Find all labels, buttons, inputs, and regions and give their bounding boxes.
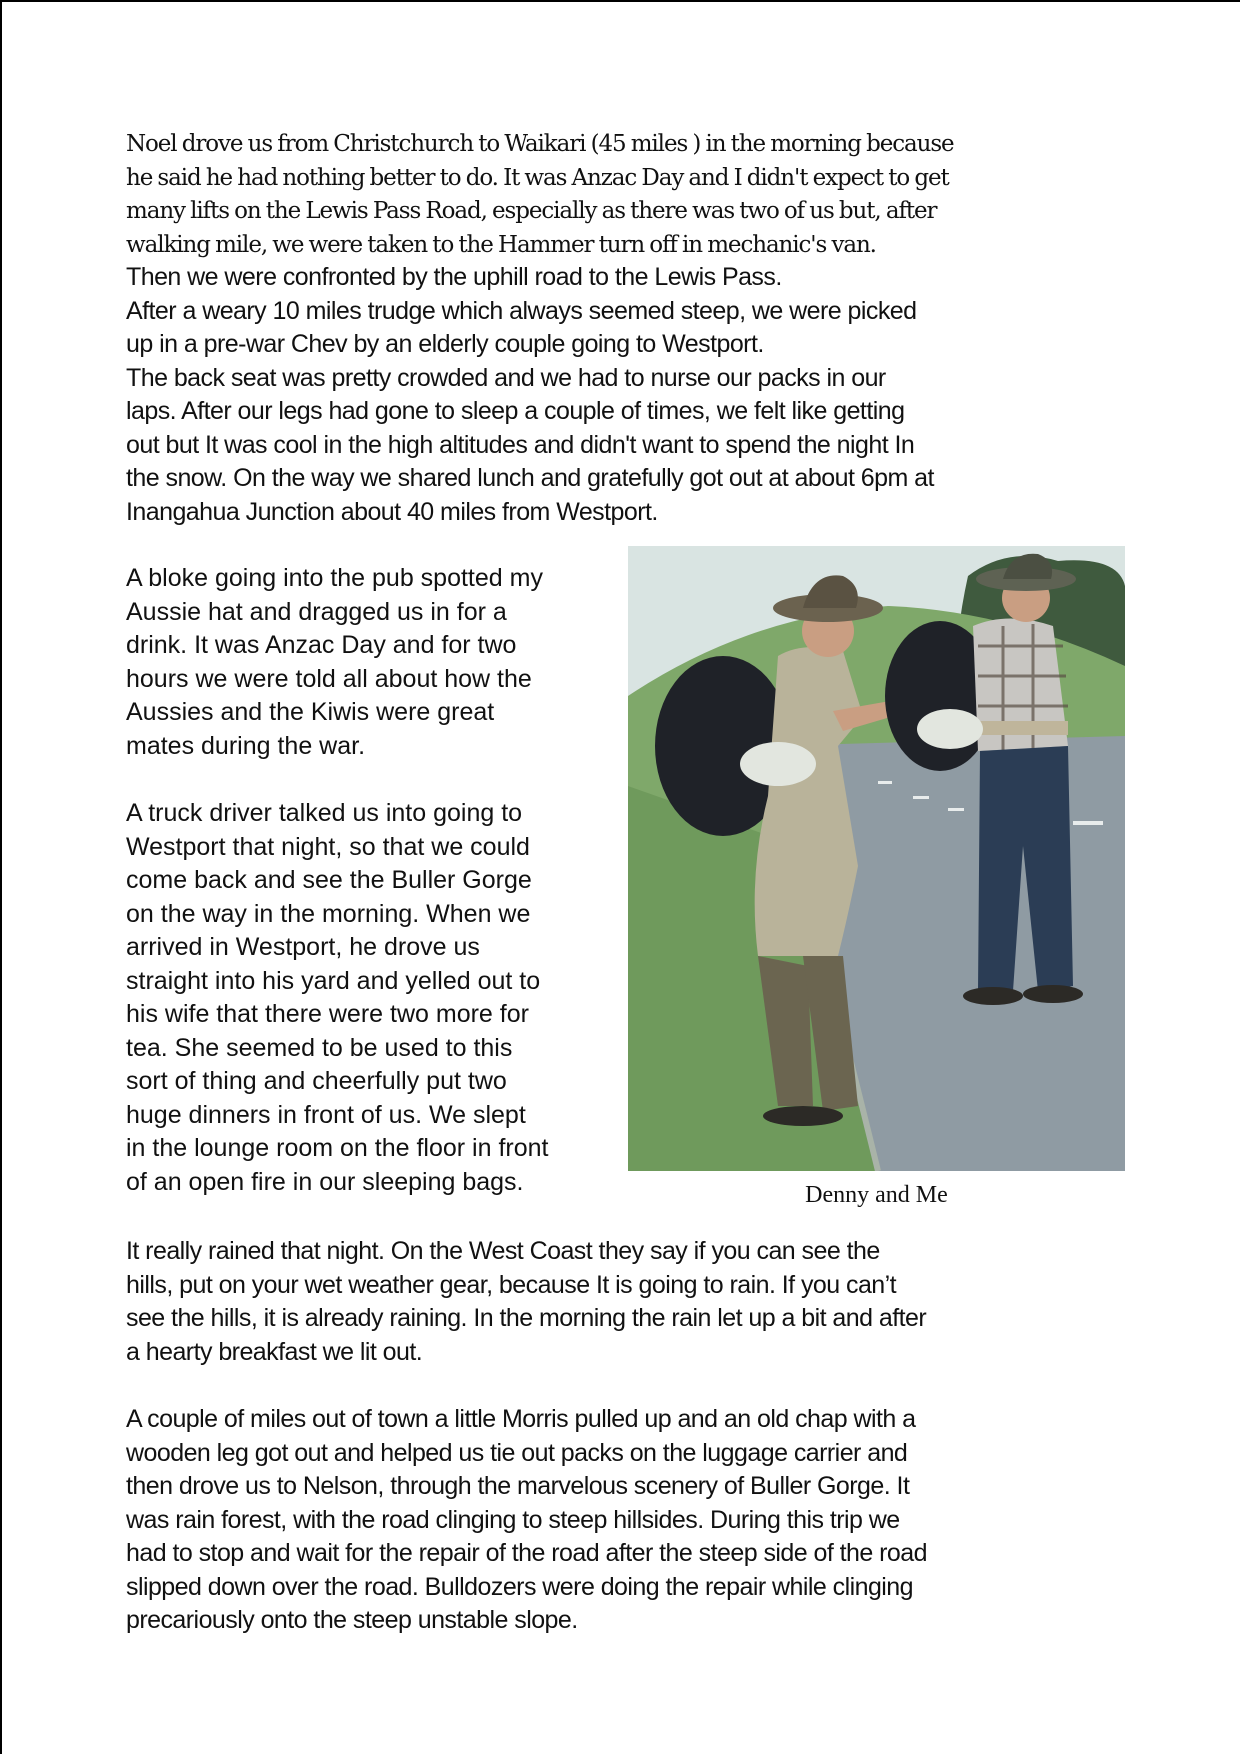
text-line: wooden leg got out and helped us tie out packs on the luggage carrier and (126, 1438, 908, 1467)
text-line: of an open fire in our sleeping bags. (126, 1167, 524, 1196)
text-line: hills, put on your wet weather gear, because It is going to rain. If you can’t (126, 1270, 897, 1299)
text-line: sort of thing and cheerfully put two (126, 1067, 507, 1095)
text-line: huge dinners in front of us. We slept (126, 1100, 526, 1129)
text-line: see the hills, it is already raining. In the morning the rain let up a bit and after (126, 1304, 927, 1332)
text-line: up in a pre-war Chev by an elderly couple going to Westport. (126, 330, 764, 358)
paragraph-rain (126, 1235, 1126, 1369)
text-line: It really rained that night. On the West Coast they say if you can see the (126, 1237, 880, 1265)
text-line: on the way in the morning. When we (126, 899, 531, 928)
text-line: drink. It was Anzac Day and for two (126, 631, 517, 659)
text-line: A truck driver talked us into going to (126, 799, 523, 827)
photo-denny-and-me (628, 546, 1125, 1171)
text-line: Aussie hat and dragged us in for a (126, 597, 507, 626)
text-line: A couple of miles out of town a little Morris pulled up and an old chap with a (126, 1405, 916, 1433)
text-line: laps. After our legs had gone to sleep a couple of times, we felt like getting (126, 397, 905, 425)
text-line: mates during the war. (126, 731, 366, 760)
text-line: Noel drove us from Christchurch to Waikari (45 miles ) in the morning because (126, 131, 954, 157)
text-line: Westport that night, so that we could (126, 832, 530, 861)
paragraph-pub (126, 562, 626, 763)
text-line: he said he had nothing better to do. It was Anzac Day and I didn't expect to get (126, 164, 949, 191)
text-line: straight into his yard and yelled out to (126, 966, 541, 995)
paragraph-truck-driver (126, 797, 626, 1199)
text-line: come back and see the Buller Gorge (126, 866, 532, 894)
text-line: tea. She seemed to be used to this (126, 1033, 513, 1062)
text-line: his wife that there were two more for (126, 1000, 529, 1028)
text-line: slipped down over the road. Bulldozers were doing the repair while clinging (126, 1572, 914, 1601)
paragraph-morris (126, 1403, 1126, 1638)
text-line: Then we were confronted by the uphill road to the Lewis Pass. (126, 263, 782, 291)
intro-paragraph (126, 128, 1126, 262)
text-line: then drove us to Nelson, through the marvelous scenery of Buller Gorge. It (126, 1472, 910, 1500)
text-line: A bloke going into the pub spotted my (126, 564, 543, 592)
text-line: had to stop and wait for the repair of the road after the steep side of the road (126, 1539, 927, 1567)
text-line: many lifts on the Lewis Pass Road, especially as there was two of us but, after (126, 198, 937, 224)
paragraph-lewis-pass (126, 261, 1126, 529)
text-line: Aussies and the Kiwis were great (126, 698, 495, 726)
text-line: out but It was cool in the high altitudes and didn't want to spend the night In (126, 430, 915, 459)
text-line: precariously onto the steep unstable slope. (126, 1606, 578, 1634)
text-line: After a weary 10 miles trudge which always seemed steep, we were picked (126, 296, 917, 325)
text-line: a hearty breakfast we lit out. (126, 1337, 423, 1366)
text-line: walking mile, we were taken to the Hammer turn off in mechanic's van. (126, 231, 876, 258)
text-line: Inangahua Junction about 40 miles from Westport. (126, 497, 658, 526)
text-line: in the lounge room on the floor in front (126, 1134, 549, 1162)
text-line: was rain forest, with the road clinging to steep hillsides. During this trip we (126, 1505, 900, 1534)
text-line: arrived in Westport, he drove us (126, 933, 480, 961)
photo-illustration (628, 546, 1125, 1171)
text-line: hours we were told all about how the (126, 664, 532, 693)
text-line: the snow. On the way we shared lunch and gratefully got out at about 6pm at (126, 464, 934, 492)
text-line: The back seat was pretty crowded and we had to nurse our packs in our (126, 363, 886, 392)
photo-caption: Denny and Me (805, 1182, 948, 1208)
